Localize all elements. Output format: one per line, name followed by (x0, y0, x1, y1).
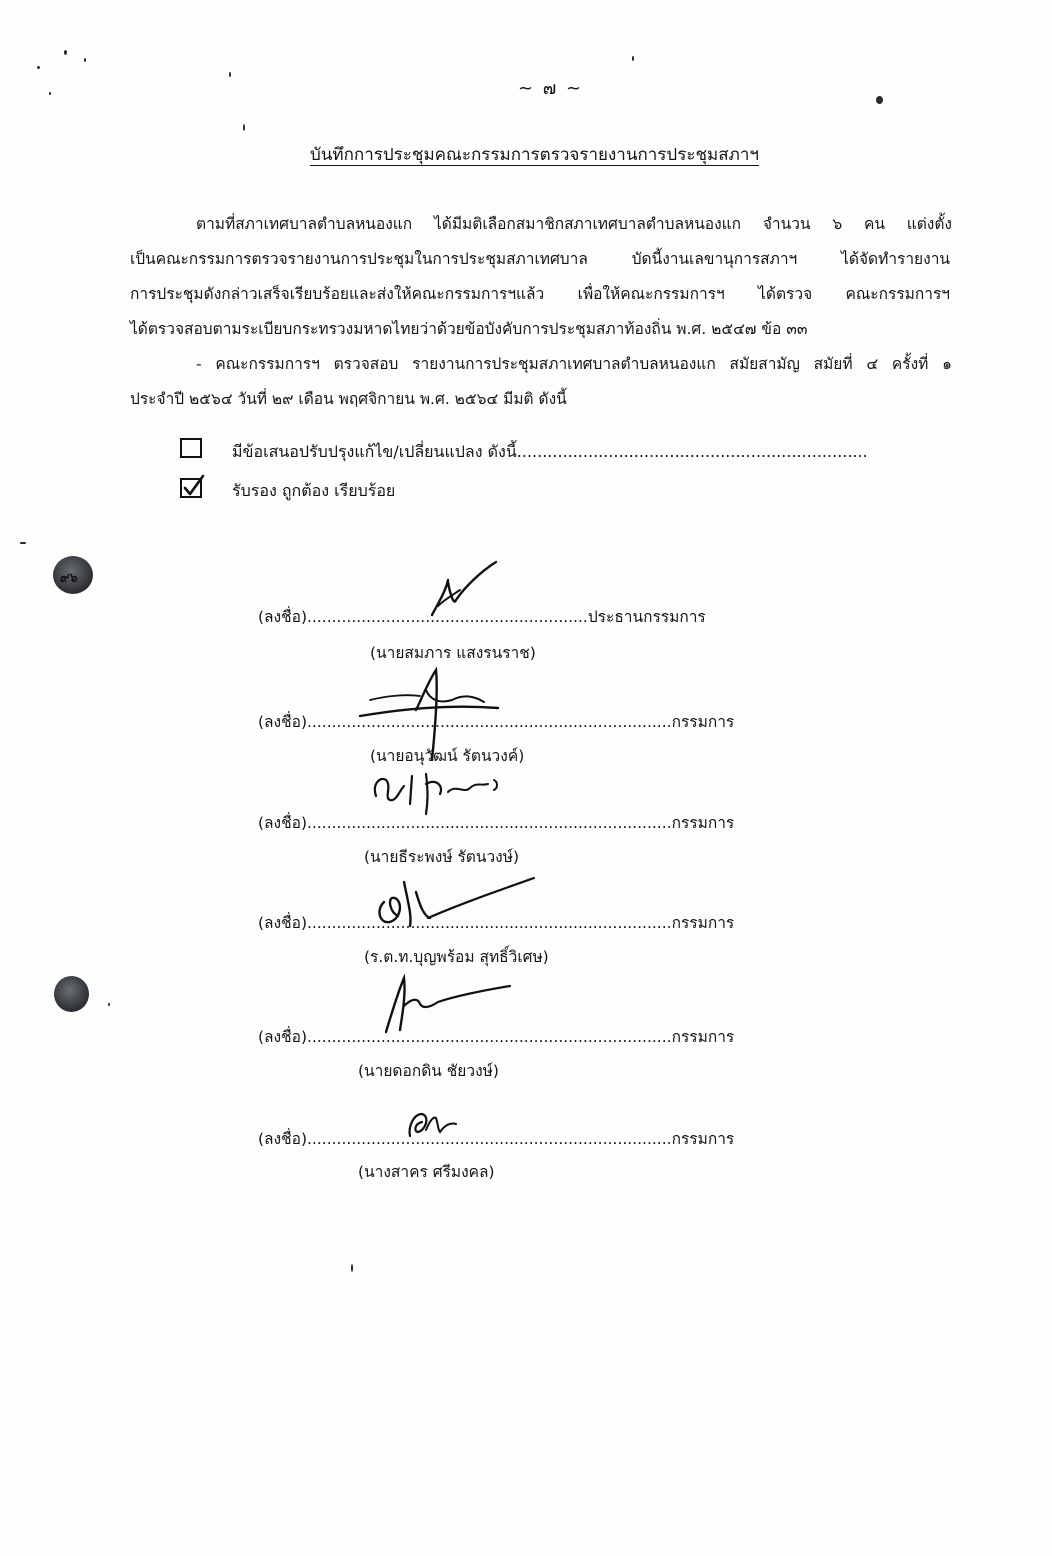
option-approve-checkbox[interactable] (180, 478, 202, 498)
page-number: ~ ๗ ~ (518, 78, 584, 99)
stamp-number: ๙๖ (60, 571, 78, 586)
binder-punch-hole (54, 976, 89, 1012)
body-line-1: ตามที่สภาเทศบาลตำบลหนองแก ได้มีมติเลือกสมาชิกสภาเทศบาลตำบลหนองแก จำนวน ๖ คน แต่งตั้ง (196, 215, 952, 233)
signature-line-member-2: (ลงชื่อ)..........................................................................กรรมการ (258, 814, 735, 832)
handwritten-signature (370, 872, 540, 932)
signature-line-member-3: (ลงชื่อ)..........................................................................กรรมการ (258, 914, 735, 932)
signatory-name-member-5: (นางสาคร ศรีมงคล) (358, 1163, 495, 1181)
body-line-3: การประชุมดังกล่าวเสร็จเรียบร้อยและส่งให้คณะกรรมการฯแล้ว เพื่อให้คณะกรรมการฯ ได้ตรวจ คณะกรรมการฯ (130, 285, 950, 303)
scan-speck (49, 92, 51, 95)
option-amend-label: มีข้อเสนอปรับปรุงแก้ไข/เปลี่ยนแปลง ดังนี้..................................................................... (232, 442, 868, 461)
scan-speck (84, 58, 86, 62)
option-approve-label: รับรอง ถูกต้อง เรียบร้อย (232, 481, 396, 500)
signature-line-chairman: (ลงชื่อ).........................................................ประธานกรรมการ (258, 608, 706, 626)
option-amend-checkbox[interactable] (180, 438, 202, 458)
scan-speck (632, 56, 634, 61)
handwritten-signature (366, 764, 506, 820)
checkbox-empty-icon (180, 438, 202, 458)
scan-speck (108, 1003, 110, 1006)
signatory-name-member-2: (นายธีระพงษ์ รัตนวงษ์) (364, 848, 519, 866)
handwritten-signature (356, 660, 526, 770)
signatory-name-chairman: (นายสมภาร แสงรนราช) (370, 644, 536, 662)
signatory-name-member-3: (ร.ต.ท.บุญพร้อม สุทธิ์วิเศษ) (364, 948, 549, 966)
scan-speck (351, 1264, 353, 1272)
handwritten-signature (420, 560, 510, 620)
body-line-6: ประจำปี ๒๕๖๔ วันที่ ๒๙ เดือน พฤศจิกายน พ.ศ. ๒๕๖๔ มีมติ ดังนี้ (130, 390, 567, 408)
signatory-name-member-1: (นายอนุวัฒน์ รัตนวงค์) (370, 747, 525, 765)
scan-speck (876, 96, 883, 104)
scan-speck (229, 72, 231, 77)
handwritten-signature (376, 972, 516, 1038)
signatory-name-member-4: (นายดอกดิน ชัยวงษ์) (358, 1062, 499, 1080)
body-line-2: เป็นคณะกรรมการตรวจรายงานการประชุมในการประชุมสภาเทศบาล บัดนี้งานเลขานุการสภาฯ ได้จัดทำรายงาน (130, 250, 950, 268)
body-line-4: ได้ตรวจสอบตามระเบียบกระทรวงมหาดไทยว่าด้วยข้อบังคับการประชุมสภาท้องถิ่น พ.ศ. ๒๕๔๗ ข้อ ๓๓ (130, 320, 808, 338)
checkbox-checked-icon (180, 478, 202, 498)
signature-line-member-4: (ลงชื่อ)..........................................................................กรรมการ (258, 1028, 735, 1046)
scan-speck (20, 542, 26, 544)
scan-speck (37, 66, 40, 69)
scan-speck (243, 124, 245, 131)
signature-line-member-1: (ลงชื่อ)..........................................................................กรรมการ (258, 713, 735, 731)
document-title: บันทึกการประชุมคณะกรรมการตรวจรายงานการประชุมสภาฯ (310, 145, 759, 165)
signature-line-member-5: (ลงชื่อ)..........................................................................กรรมการ (258, 1130, 735, 1148)
scan-speck (64, 50, 67, 55)
body-line-5: - คณะกรรมการฯ ตรวจสอบ รายงานการประชุมสภาเทศบาลตำบลหนองแก สมัยสามัญ สมัยที่ ๔ ครั้งที่ ๑ (196, 355, 952, 373)
handwritten-signature (404, 1108, 464, 1142)
